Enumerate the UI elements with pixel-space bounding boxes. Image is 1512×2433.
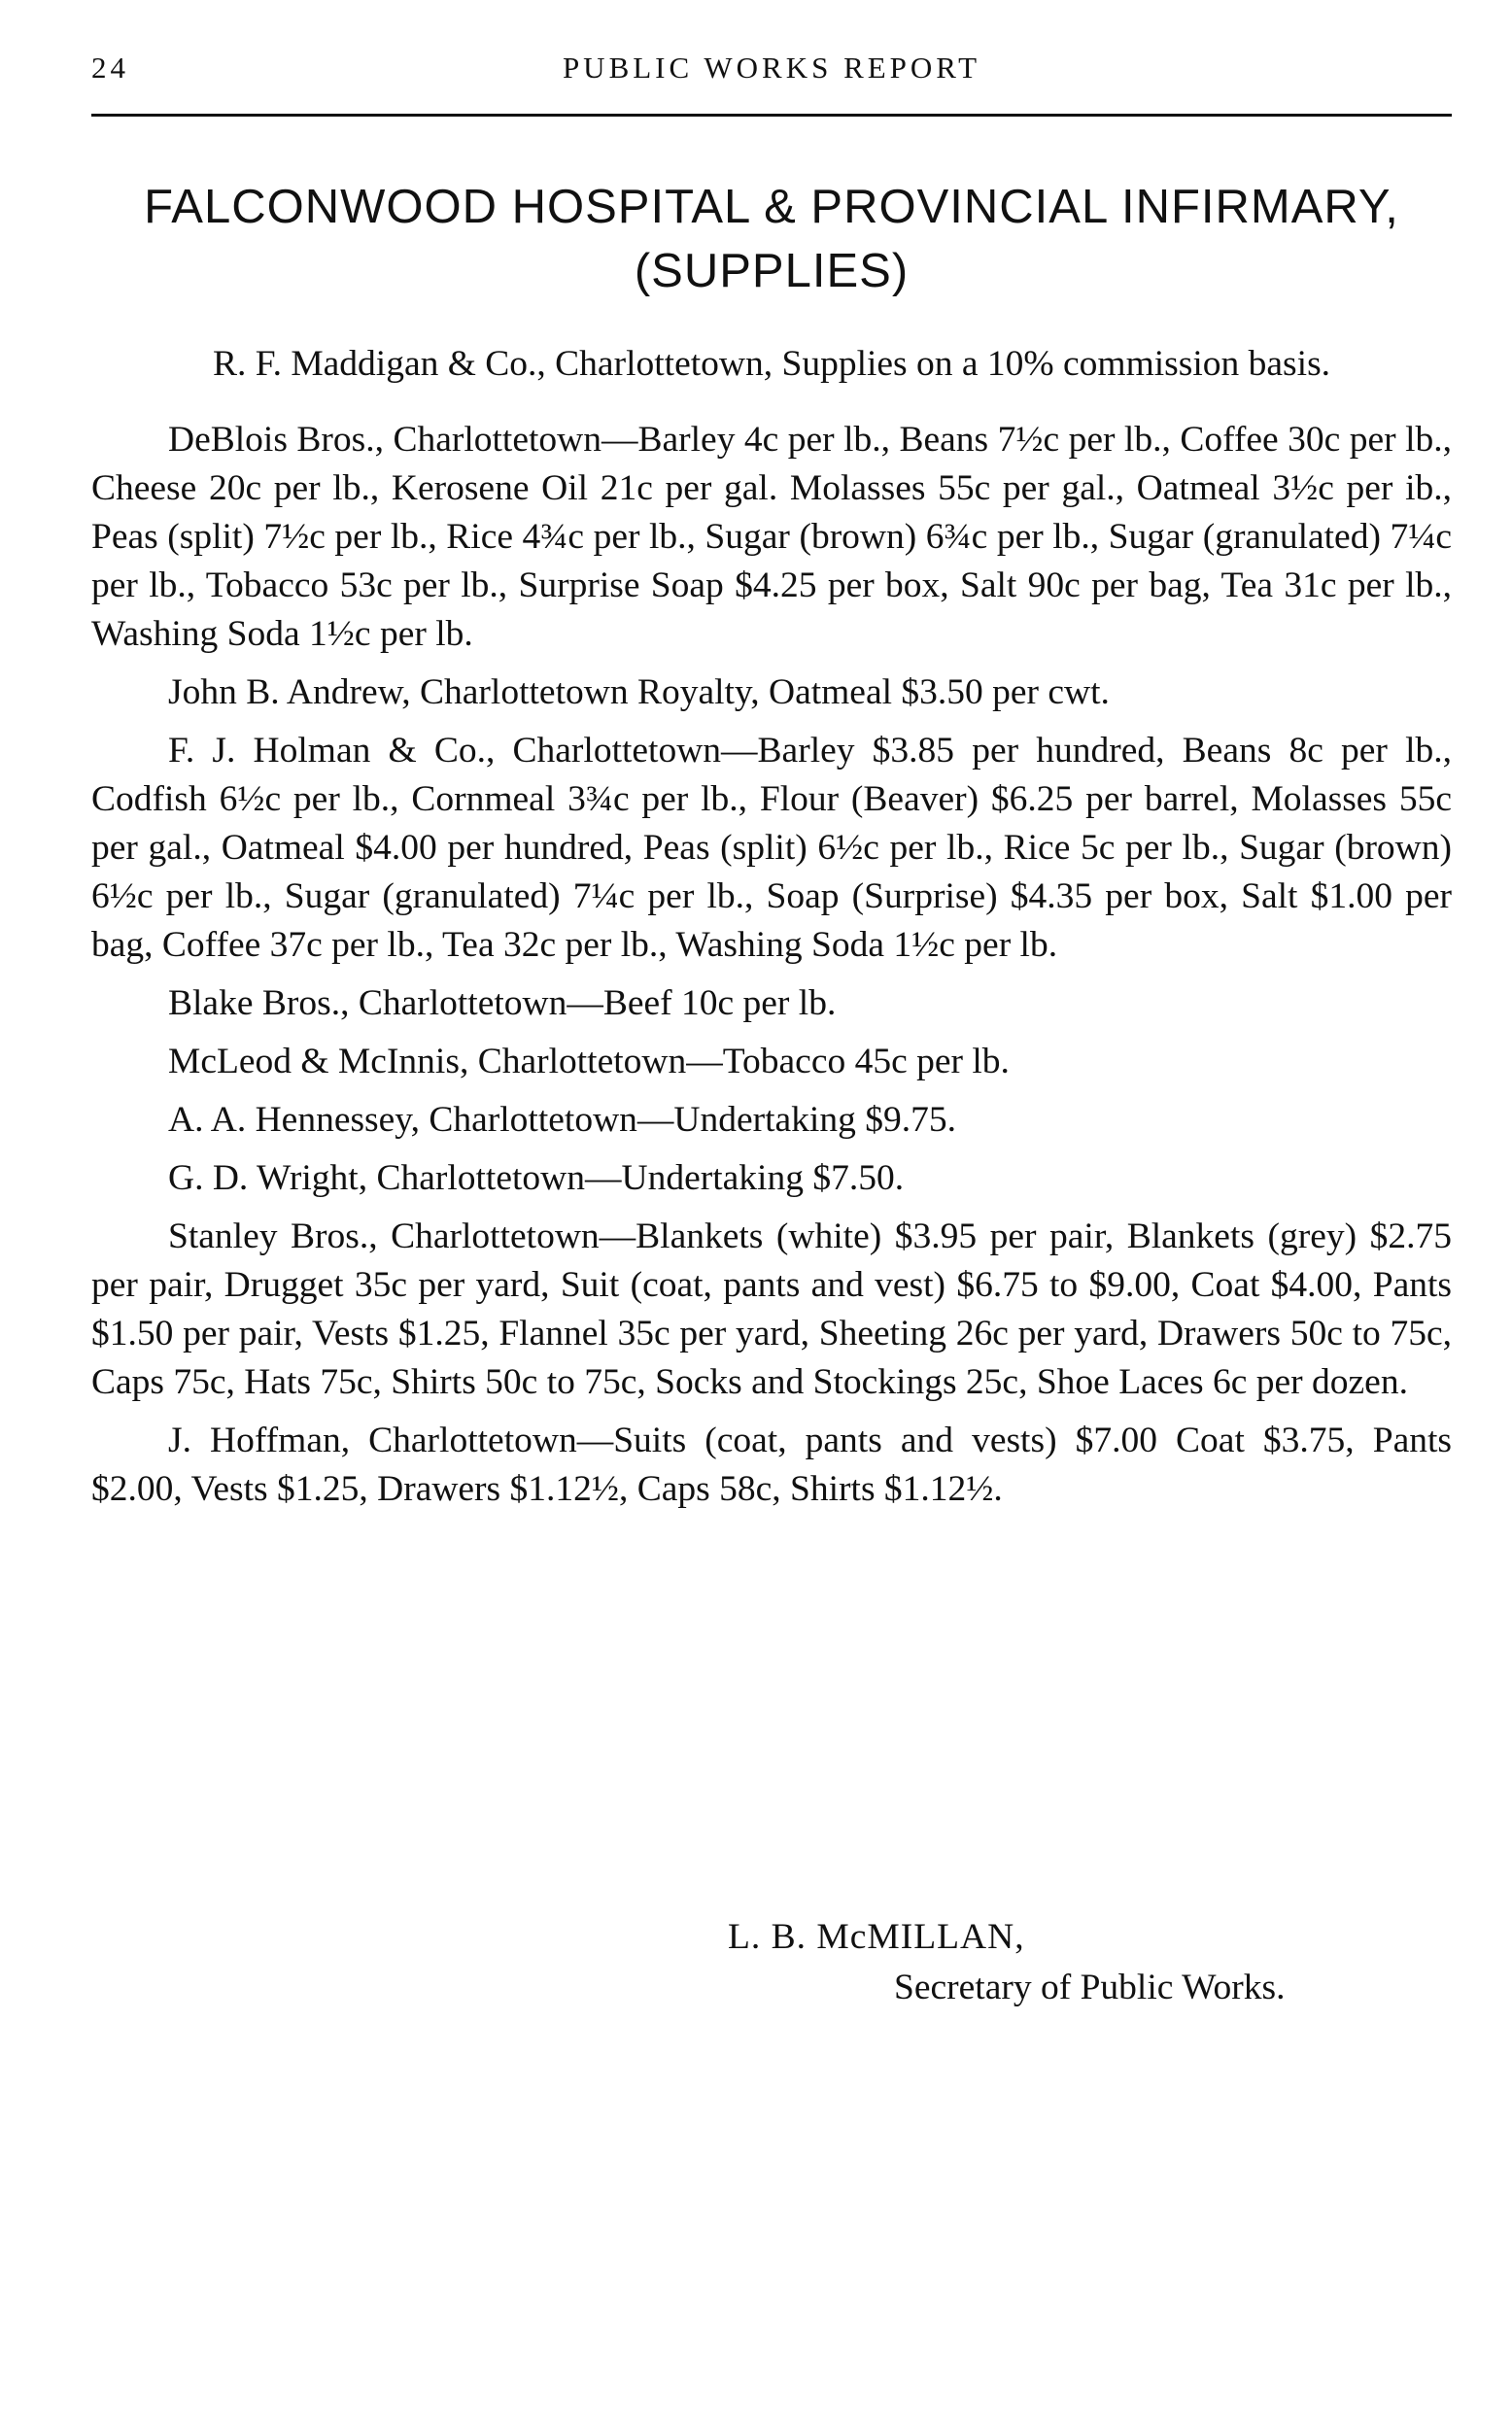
page-number: 24 [91,51,129,85]
body-text [91,340,1452,1514]
signatory-name: L. B. McMILLAN, [728,1917,1025,1957]
paragraph-stanley: Stanley Bros., Charlottetown—Blankets (white) $3.95 per pair, Blankets (grey) $2.75 per pair, Drugget 35c per yard, Suit (coat, pants and vest) $6.75 to $9.00, Coat $4.00, Pants $1.50 per pair, Vests $1.25, Flannel 35c per yard, Sheeting 26c per yard, Drawers 50c to 75c, Caps 75c, Hats 75c, Shirts 50c to 75c, Socks and Stockings 25c, Shoe Laces 6c per dozen. [91,1216,1452,1402]
paragraph-mcleod: McLeod & McInnis, Charlottetown—Tobacco 45c per lb. [168,1042,1010,1081]
signature-block [91,1912,1452,2013]
paragraph-hoffman: J. Hoffman, Charlottetown—Suits (coat, pants and vests) $7.00 Coat $3.75, Pants $2.00, Vests $1.25, Drawers $1.12½, Caps 58c, Shirts $1.12½. [91,1421,1452,1509]
section-title-line-2: (SUPPLIES) [634,245,910,297]
paragraph-maddigan: R. F. Maddigan & Co., Charlottetown, Supplies on a 10% commission basis. [212,344,1331,384]
paragraph-andrew: John B. Andrew, Charlottetown Royalty, Oatmeal $3.50 per cwt. [168,672,1110,712]
header-rule [91,114,1452,117]
running-header [91,51,1452,99]
running-title: PUBLIC WORKS REPORT [562,51,981,85]
paragraph-hennessey: A. A. Hennessey, Charlottetown—Undertaking $9.75. [168,1100,956,1140]
signatory-title: Secretary of Public Works. [894,1968,1286,2007]
paragraph-holman: F. J. Holman & Co., Charlottetown—Barley $3.85 per hundred, Beans 8c per lb., Codfish 6½c per lb., Cornmeal 3¾c per lb., Flour (Beaver) $6.25 per barrel, Molasses 55c per gal., Oatmeal $4.00 per hundred, Peas (split) 6½c per lb., Rice 5c per lb., Sugar (brown) 6½c per lb., Sugar (granulated) 7¼c per lb., Soap (Surprise) $4.35 per box, Salt $1.00 per bag, Coffee 37c per lb., Tea 32c per lb., Washing Soda 1½c per lb. [91,731,1452,965]
paragraph-deblois: DeBlois Bros., Charlottetown—Barley 4c per lb., Beans 7½c per lb., Coffee 30c per lb., Cheese 20c per lb., Kerosene Oil 21c per gal. Molasses 55c per gal., Oatmeal 3½c per ib., Peas (split) 7½c per lb., Rice 4¾c per lb., Sugar (brown) 6¾c per lb., Sugar (granulated) 7¼c per lb., Tobacco 53c per lb., Surprise Soap $4.25 per box, Salt 90c per bag, Tea 31c per lb., Washing Soda 1½c per lb. [91,420,1452,654]
section-title [91,175,1452,303]
paragraph-blake: Blake Bros., Charlottetown—Beef 10c per lb. [168,983,837,1023]
paragraph-wright: G. D. Wright, Charlottetown—Undertaking $7.50. [168,1158,905,1198]
section-title-line-1: FALCONWOOD HOSPITAL & PROVINCIAL INFIRMARY, [144,181,1399,233]
